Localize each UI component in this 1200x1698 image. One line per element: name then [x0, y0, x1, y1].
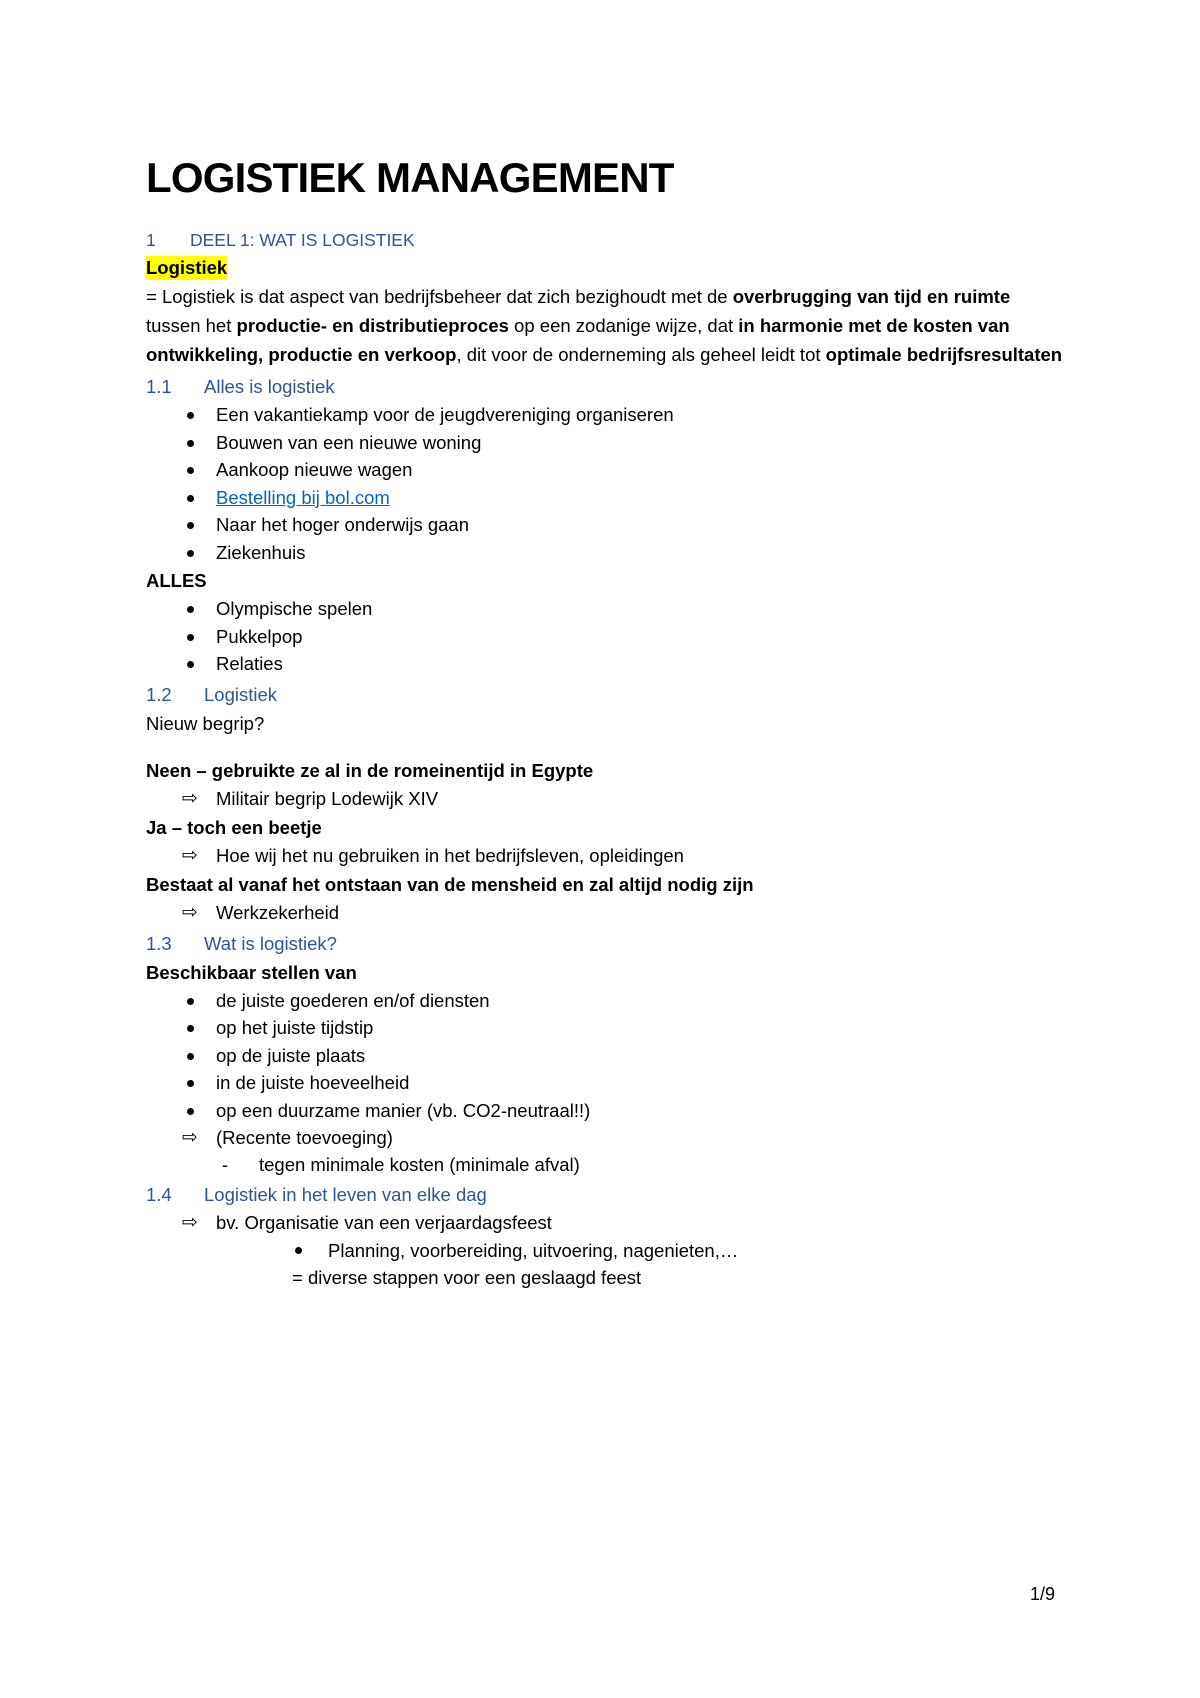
- sub-line-text: = diverse stappen voor een geslaagd feest: [292, 1267, 642, 1288]
- bestaat-text: Bestaat al vanaf het ontstaan van de mensheid en zal altijd nodig zijn: [146, 873, 754, 895]
- list-item: [146, 511, 1066, 539]
- arrow-right-icon: ⇨: [182, 844, 198, 866]
- bullet-icon: [295, 1247, 302, 1254]
- list-item-text: Een vakantiekamp voor de jeugdvereniging organiseren: [216, 404, 674, 425]
- bullet-icon: [187, 550, 194, 557]
- list-item: [146, 1014, 1066, 1042]
- bullet-icon: [187, 495, 194, 502]
- heading-section-1: [146, 228, 1066, 253]
- definition-text: , dit voor de onderneming als geheel leidt tot: [456, 344, 826, 365]
- arrow-right-icon: ⇨: [182, 787, 198, 809]
- arrow-item-text: Militair begrip Lodewijk XIV: [216, 787, 439, 809]
- arrow-item: [146, 785, 1066, 813]
- heading-label: Alles is logistiek: [204, 376, 335, 397]
- arrow-item: [146, 899, 1066, 927]
- list-item-text: Naar het hoger onderwijs gaan: [216, 514, 469, 535]
- arrow-item-text: (Recente toevoeging): [216, 1127, 393, 1148]
- list-item: [146, 1042, 1066, 1070]
- bullet-icon: [187, 1025, 194, 1032]
- list-item-text: op een duurzame manier (vb. CO2-neutraal!!): [216, 1099, 591, 1121]
- list-item: [146, 401, 1066, 429]
- dash-item-text: tegen minimale kosten (minimale afval): [259, 1154, 580, 1175]
- arrow-right-icon: ⇨: [182, 1127, 198, 1148]
- heading-1-3: [146, 930, 1066, 958]
- list-item: [146, 650, 1066, 678]
- list-item: [146, 987, 1066, 1015]
- definition-bold: overbrugging van tijd en ruimte: [732, 286, 1011, 307]
- arrow-right-icon: ⇨: [182, 1212, 198, 1233]
- definition-text: tussen het: [146, 315, 237, 336]
- list-item-text: in de juiste hoeveelheid: [216, 1072, 410, 1093]
- list-item-text: op het juiste tijdstip: [216, 1017, 374, 1038]
- heading-label: DEEL 1: WAT IS LOGISTIEK: [190, 230, 415, 250]
- heading-number: 1.3: [146, 932, 172, 954]
- sub-list-item-text: Planning, voorbereiding, uitvoering, nagenieten,…: [328, 1240, 739, 1261]
- list-item-text: Ziekenhuis: [216, 541, 306, 563]
- bullet-icon: [187, 1080, 194, 1087]
- definition-bold: productie- en distributieproces: [236, 315, 509, 336]
- definition-text: op een zodanige wijze, dat: [508, 315, 739, 336]
- list-item-text: de juiste goederen en/of diensten: [216, 989, 490, 1011]
- heading-label: Wat is logistiek?: [204, 932, 337, 954]
- list-item-text: Relaties: [216, 653, 283, 674]
- heading-1-1: [146, 373, 1066, 401]
- heading-number: 1.1: [146, 376, 172, 397]
- list-item: [146, 623, 1066, 651]
- bullet-icon: [187, 1053, 194, 1060]
- neen-text: Neen – gebruikte ze al in de romeinentijd in Egypte: [146, 759, 594, 781]
- bol-link[interactable]: Bestelling bij bol.com: [216, 486, 390, 508]
- dash-item: [146, 1152, 1066, 1178]
- list-item: [146, 1069, 1066, 1097]
- list-item-text: op de juiste plaats: [216, 1044, 366, 1066]
- list-item-text: Pukkelpop: [216, 625, 303, 647]
- heading-number: 1: [146, 230, 156, 250]
- list-item: [146, 1097, 1066, 1125]
- document-title: LOGISTIEK MANAGEMENT: [146, 154, 674, 201]
- sub-list-item: [146, 1237, 1066, 1264]
- bullet-icon: [187, 661, 194, 668]
- list-item-text: Bouwen van een nieuwe woning: [216, 431, 482, 453]
- list-item: [146, 456, 1066, 484]
- definition-term: Logistiek: [146, 257, 228, 278]
- bullet-icon: [187, 998, 194, 1005]
- arrow-right-icon: ⇨: [182, 901, 198, 923]
- list-item-text: Olympische spelen: [216, 598, 373, 619]
- definition-paragraph: [146, 282, 1066, 369]
- definition-bold: in harmonie met de kosten van ontwikkeling, productie en verkoop: [146, 315, 1010, 365]
- list-item-text: Aankoop nieuwe wagen: [216, 459, 413, 480]
- bullet-icon: [187, 634, 194, 641]
- arrow-item: [146, 842, 1066, 870]
- bullet-icon: [187, 1108, 194, 1115]
- dash-icon: -: [222, 1154, 229, 1175]
- list-item: [146, 484, 1066, 512]
- arrow-item-text: Werkzekerheid: [216, 901, 340, 923]
- heading-1-4: [146, 1181, 1066, 1209]
- ja-text: Ja – toch een beetje: [146, 816, 322, 838]
- list-item: [146, 539, 1066, 567]
- list-item: [146, 595, 1066, 623]
- heading-label: Logistiek in het leven van elke dag: [204, 1184, 487, 1205]
- definition-text: = Logistiek is dat aspect van bedrijfsbeheer dat zich bezighoudt met de: [146, 286, 733, 307]
- heading-number: 1.2: [146, 683, 172, 705]
- list-item: [146, 429, 1066, 457]
- bullet-icon: [187, 440, 194, 447]
- arrow-item-text: bv. Organisatie van een verjaardagsfeest: [216, 1212, 552, 1233]
- heading-1-2: [146, 681, 1066, 709]
- bullet-icon: [187, 467, 194, 474]
- arrow-item-text: Hoe wij het nu gebruiken in het bedrijfsleven, opleidingen: [216, 844, 684, 866]
- arrow-item: [146, 1124, 1066, 1152]
- heading-number: 1.4: [146, 1184, 172, 1205]
- arrow-item: [146, 1209, 1066, 1237]
- bullet-icon: [187, 412, 194, 419]
- page-number: 1/9: [1030, 1584, 1056, 1604]
- heading-label: Logistiek: [204, 683, 278, 705]
- lead-text: Beschikbaar stellen van: [146, 961, 357, 983]
- alles-label: ALLES: [146, 570, 207, 591]
- definition-bold: optimale bedrijfsresultaten: [825, 344, 1063, 365]
- bullet-list: [146, 595, 1066, 678]
- page-content: [146, 150, 1066, 1291]
- bullet-list: [146, 401, 1066, 566]
- bullet-list: [146, 987, 1066, 1125]
- question-text: Nieuw begrip?: [146, 712, 265, 734]
- bullet-icon: [187, 522, 194, 529]
- bullet-icon: [187, 606, 194, 613]
